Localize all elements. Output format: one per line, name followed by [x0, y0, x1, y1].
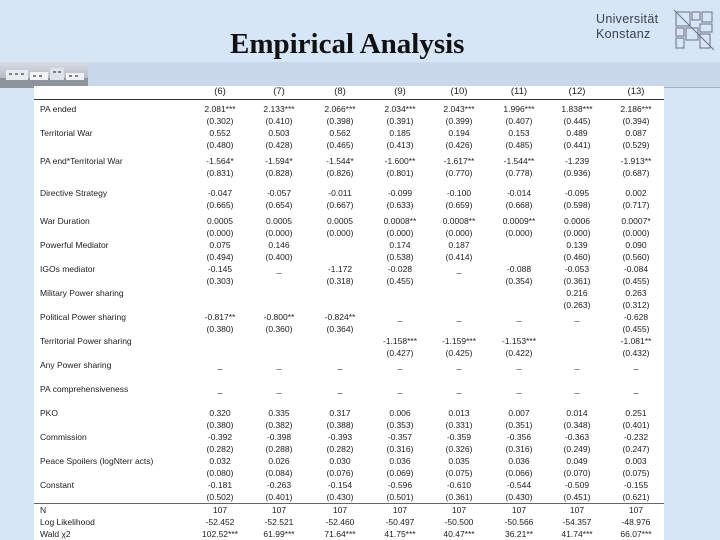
- table-cell: 107: [212, 505, 228, 515]
- table-cell: (0.075): [622, 468, 650, 478]
- table-cell: -0.263: [266, 480, 292, 490]
- table-cell: (0.414): [445, 252, 473, 262]
- table-cell: _: [276, 360, 282, 370]
- row-label: Directive Strategy: [40, 188, 108, 198]
- table-cell: (0.432): [622, 348, 650, 358]
- table-cell: 36.21**: [505, 529, 533, 539]
- table-cell: 0.317: [329, 408, 351, 418]
- table-cell: 0.026: [268, 456, 290, 466]
- table-cell: 0.153: [508, 128, 530, 138]
- table-cell: -0.057: [266, 188, 292, 198]
- table-cell: _: [574, 384, 580, 394]
- table-cell: (0.360): [265, 324, 293, 334]
- table-cell: 41.74***: [561, 529, 593, 539]
- row-label: Commission: [40, 432, 87, 442]
- header-banner: [0, 62, 720, 88]
- table-cell: (0.000): [563, 228, 591, 238]
- table-cell: (0.288): [265, 444, 293, 454]
- row-label: Territorial War: [40, 128, 93, 138]
- table-cell: (0.668): [505, 200, 533, 210]
- table-cell: -54.357: [562, 517, 592, 527]
- table-cell: 0.036: [508, 456, 530, 466]
- table-cell: (0.000): [386, 228, 414, 238]
- table-cell: (0.351): [505, 420, 533, 430]
- table-cell: (0.348): [563, 420, 591, 430]
- table-cell: -0.028: [387, 264, 413, 274]
- table-cell: _: [217, 384, 223, 394]
- table-cell: -0.359: [446, 432, 472, 442]
- table-cell: _: [276, 384, 282, 394]
- table-cell: 0.562: [329, 128, 351, 138]
- table-cell: (0.312): [622, 300, 650, 310]
- column-header: (10): [450, 86, 468, 97]
- table-cell: _: [456, 312, 462, 322]
- table-cell: -1.544*: [326, 156, 354, 166]
- regression-table-panel: [34, 86, 664, 540]
- column-header: (11): [510, 86, 528, 97]
- table-cell: -0.053: [564, 264, 590, 274]
- table-cell: 0.0005: [327, 216, 353, 226]
- table-cell: _: [456, 264, 462, 274]
- table-cell: 0.0007*: [621, 216, 651, 226]
- table-cell: 0.187: [448, 240, 470, 250]
- column-header: (6): [214, 86, 226, 97]
- table-cell: 107: [628, 505, 644, 515]
- table-cell: (0.388): [326, 420, 354, 430]
- table-cell: -50.497: [385, 517, 415, 527]
- table-cell: (0.480): [206, 140, 234, 150]
- table-cell: -0.047: [207, 188, 233, 198]
- table-cell: -1.594*: [265, 156, 293, 166]
- table-cell: 0.087: [625, 128, 647, 138]
- table-cell: 66.07***: [620, 529, 652, 539]
- table-cell: -0.181: [207, 480, 233, 490]
- table-cell: _: [456, 384, 462, 394]
- table-cell: (0.667): [326, 200, 354, 210]
- table-cell: -0.099: [387, 188, 413, 198]
- table-cell: (0.770): [445, 168, 473, 178]
- table-cell: 0.0006: [564, 216, 590, 226]
- table-cell: 102.52***: [202, 529, 238, 539]
- table-cell: (0.000): [622, 228, 650, 238]
- table-cell: 2.043***: [443, 104, 475, 114]
- table-cell: (0.282): [206, 444, 234, 454]
- column-header: (12): [568, 86, 586, 97]
- regression-table: [34, 86, 664, 540]
- table-cell: _: [337, 384, 343, 394]
- table-cell: 0.014: [566, 408, 588, 418]
- row-label: Military Power sharing: [40, 288, 124, 298]
- row-label: Any Power sharing: [40, 360, 112, 370]
- table-cell: -0.393: [327, 432, 353, 442]
- table-cell: (0.425): [445, 348, 473, 358]
- row-label: PKO: [40, 408, 58, 418]
- row-label: PA end*Territorial War: [40, 156, 123, 166]
- table-cell: 107: [332, 505, 348, 515]
- table-rule: [34, 99, 664, 100]
- table-cell: -0.544: [506, 480, 532, 490]
- table-cell: -0.596: [387, 480, 413, 490]
- table-cell: 2.081***: [204, 104, 236, 114]
- logo-line-1: Universität: [596, 12, 659, 26]
- table-cell: (0.778): [505, 168, 533, 178]
- table-cell: (0.282): [326, 444, 354, 454]
- table-cell: (0.263): [563, 300, 591, 310]
- table-cell: 2.066***: [324, 104, 356, 114]
- table-cell: 61.99***: [263, 529, 295, 539]
- table-cell: (0.316): [505, 444, 533, 454]
- table-cell: (0.598): [563, 200, 591, 210]
- row-label: Constant: [40, 480, 75, 490]
- logo-wordmark: [596, 12, 658, 42]
- table-cell: _: [516, 384, 522, 394]
- table-cell: (0.485): [505, 140, 533, 150]
- table-cell: -1.600**: [384, 156, 416, 166]
- table-cell: -0.155: [623, 480, 649, 490]
- table-cell: -52.521: [264, 517, 294, 527]
- table-cell: 0.0008**: [442, 216, 476, 226]
- table-cell: 0.489: [566, 128, 588, 138]
- table-cell: (0.621): [622, 492, 650, 502]
- campus-photo: [0, 62, 88, 88]
- table-cell: (0.354): [505, 276, 533, 286]
- table-cell: (0.353): [386, 420, 414, 430]
- table-cell: -1.158***: [382, 336, 418, 346]
- table-cell: (0.000): [445, 228, 473, 238]
- table-cell: _: [276, 264, 282, 274]
- table-cell: 0.090: [625, 240, 647, 250]
- table-cell: (0.455): [622, 276, 650, 286]
- table-cell: (0.247): [622, 444, 650, 454]
- column-header: (7): [273, 86, 285, 97]
- table-cell: (0.501): [386, 492, 414, 502]
- row-label: PA comprehensiveness: [40, 384, 129, 394]
- table-cell: 71.64***: [324, 529, 356, 539]
- table-cell: 0.216: [566, 288, 588, 298]
- table-cell: 0.0005: [207, 216, 233, 226]
- table-cell: 0.251: [625, 408, 647, 418]
- table-cell: (0.331): [445, 420, 473, 430]
- row-label: Peace Spoilers (logNterr acts): [40, 456, 154, 466]
- table-cell: -1.159***: [441, 336, 477, 346]
- table-cell: -1.153***: [501, 336, 537, 346]
- table-cell: 0.146: [268, 240, 290, 250]
- table-rule: [34, 503, 664, 504]
- table-cell: 107: [569, 505, 585, 515]
- table-cell: -50.500: [444, 517, 474, 527]
- table-cell: (0.451): [563, 492, 591, 502]
- table-cell: 0.075: [209, 240, 231, 250]
- table-cell: _: [516, 312, 522, 322]
- table-cell: -0.095: [564, 188, 590, 198]
- table-cell: -1.239: [564, 156, 590, 166]
- table-cell: (0.075): [445, 468, 473, 478]
- table-cell: (0.465): [326, 140, 354, 150]
- table-cell: _: [217, 360, 223, 370]
- table-cell: -0.145: [207, 264, 233, 274]
- table-cell: (0.398): [326, 116, 354, 126]
- table-cell: (0.407): [505, 116, 533, 126]
- table-cell: 0.002: [625, 188, 647, 198]
- table-cell: (0.318): [326, 276, 354, 286]
- table-cell: (0.399): [445, 116, 473, 126]
- table-cell: 0.006: [389, 408, 411, 418]
- table-cell: 0.0005: [266, 216, 292, 226]
- table-cell: (0.361): [445, 492, 473, 502]
- table-cell: 0.185: [389, 128, 411, 138]
- table-cell: (0.069): [386, 468, 414, 478]
- table-cell: (0.302): [206, 116, 234, 126]
- table-cell: -0.100: [446, 188, 472, 198]
- table-cell: -52.452: [205, 517, 235, 527]
- table-cell: (0.428): [265, 140, 293, 150]
- table-cell: (0.084): [265, 468, 293, 478]
- table-cell: (0.936): [563, 168, 591, 178]
- table-cell: _: [633, 360, 639, 370]
- column-header: (8): [334, 86, 346, 97]
- table-cell: 0.320: [209, 408, 231, 418]
- table-cell: (0.717): [622, 200, 650, 210]
- table-cell: (0.249): [563, 444, 591, 454]
- table-cell: 0.174: [389, 240, 411, 250]
- table-cell: -0.014: [506, 188, 532, 198]
- table-cell: _: [574, 360, 580, 370]
- table-cell: (0.361): [563, 276, 591, 286]
- logo-emblem: [672, 8, 716, 52]
- table-cell: -1.564*: [206, 156, 234, 166]
- table-cell: (0.430): [326, 492, 354, 502]
- table-cell: 2.034***: [384, 104, 416, 114]
- table-cell: (0.380): [206, 324, 234, 334]
- table-cell: (0.391): [386, 116, 414, 126]
- table-cell: -52.460: [325, 517, 355, 527]
- table-cell: _: [633, 384, 639, 394]
- table-cell: 40.47***: [443, 529, 475, 539]
- row-label: PA ended: [40, 104, 77, 114]
- table-cell: 2.186***: [620, 104, 652, 114]
- table-cell: (0.826): [326, 168, 354, 178]
- row-label: Powerful Mediator: [40, 240, 109, 250]
- table-cell: (0.659): [445, 200, 473, 210]
- table-cell: -0.817**: [204, 312, 236, 322]
- table-cell: -1.081**: [620, 336, 652, 346]
- table-cell: (0.529): [622, 140, 650, 150]
- table-cell: 0.552: [209, 128, 231, 138]
- table-cell: -0.800**: [263, 312, 295, 322]
- table-cell: 1.838***: [561, 104, 593, 114]
- table-cell: 0.007: [508, 408, 530, 418]
- table-cell: (0.801): [386, 168, 414, 178]
- table-cell: 1.996***: [503, 104, 535, 114]
- table-cell: 2.133***: [263, 104, 295, 114]
- table-cell: _: [397, 360, 403, 370]
- table-cell: -0.011: [328, 188, 352, 198]
- table-cell: -0.628: [623, 312, 649, 322]
- slide-title: Empirical Analysis: [230, 28, 465, 60]
- table-cell: (0.410): [265, 116, 293, 126]
- table-cell: -1.617**: [443, 156, 475, 166]
- table-cell: -0.088: [506, 264, 532, 274]
- table-cell: (0.665): [206, 200, 234, 210]
- table-cell: (0.394): [622, 116, 650, 126]
- table-cell: -0.154: [327, 480, 353, 490]
- table-cell: _: [397, 384, 403, 394]
- table-cell: _: [456, 360, 462, 370]
- table-cell: _: [574, 312, 580, 322]
- table-cell: (0.401): [265, 492, 293, 502]
- row-label: Territorial Power sharing: [40, 336, 132, 346]
- table-cell: (0.828): [265, 168, 293, 178]
- table-cell: (0.303): [206, 276, 234, 286]
- table-cell: 0.0008**: [383, 216, 417, 226]
- table-cell: -0.509: [564, 480, 590, 490]
- table-cell: 0.013: [448, 408, 470, 418]
- table-cell: (0.000): [326, 228, 354, 238]
- row-label: Wald χ2: [40, 529, 71, 539]
- row-label: Log Likelihood: [40, 517, 95, 527]
- table-cell: 0.030: [329, 456, 351, 466]
- table-cell: -0.357: [387, 432, 413, 442]
- table-cell: (0.326): [445, 444, 473, 454]
- table-cell: (0.316): [386, 444, 414, 454]
- table-cell: 0.032: [209, 456, 231, 466]
- table-cell: (0.538): [386, 252, 414, 262]
- table-cell: (0.455): [386, 276, 414, 286]
- table-cell: (0.364): [326, 324, 354, 334]
- table-cell: -0.356: [506, 432, 532, 442]
- row-label: Political Power sharing: [40, 312, 126, 322]
- table-cell: (0.455): [622, 324, 650, 334]
- table-cell: (0.401): [622, 420, 650, 430]
- table-cell: -1.172: [327, 264, 353, 274]
- table-cell: (0.494): [206, 252, 234, 262]
- table-cell: (0.502): [206, 492, 234, 502]
- table-cell: -1.544**: [503, 156, 535, 166]
- row-label: IGOs mediator: [40, 264, 96, 274]
- table-cell: (0.460): [563, 252, 591, 262]
- table-cell: (0.070): [563, 468, 591, 478]
- table-cell: 0.194: [448, 128, 470, 138]
- table-cell: 107: [271, 505, 287, 515]
- row-label: N: [40, 505, 47, 515]
- table-cell: 0.049: [566, 456, 588, 466]
- table-cell: (0.080): [206, 468, 234, 478]
- table-cell: -0.398: [266, 432, 292, 442]
- table-cell: (0.654): [265, 200, 293, 210]
- table-cell: 0.139: [566, 240, 588, 250]
- table-cell: (0.066): [505, 468, 533, 478]
- table-cell: -48.976: [621, 517, 651, 527]
- column-header: (13): [627, 86, 645, 97]
- table-cell: 0.0009**: [502, 216, 536, 226]
- logo-line-2: Konstanz: [596, 27, 651, 41]
- table-cell: 0.263: [625, 288, 647, 298]
- table-cell: -0.232: [623, 432, 649, 442]
- table-cell: (0.400): [265, 252, 293, 262]
- table-cell: 0.503: [268, 128, 290, 138]
- table-cell: -1.913**: [620, 156, 652, 166]
- table-cell: 0.335: [268, 408, 290, 418]
- table-cell: (0.633): [386, 200, 414, 210]
- table-cell: -0.392: [207, 432, 233, 442]
- table-cell: -0.610: [446, 480, 472, 490]
- table-cell: -0.363: [564, 432, 590, 442]
- table-cell: 0.003: [625, 456, 647, 466]
- table-cell: (0.000): [206, 228, 234, 238]
- table-cell: (0.382): [265, 420, 293, 430]
- table-cell: -0.084: [623, 264, 649, 274]
- table-cell: (0.430): [505, 492, 533, 502]
- table-cell: (0.427): [386, 348, 414, 358]
- column-header: (9): [394, 86, 406, 97]
- table-cell: 107: [451, 505, 467, 515]
- table-cell: 41.75***: [384, 529, 416, 539]
- table-cell: -50.566: [504, 517, 534, 527]
- table-cell: (0.000): [505, 228, 533, 238]
- table-cell: (0.000): [265, 228, 293, 238]
- table-cell: _: [337, 360, 343, 370]
- table-cell: (0.445): [563, 116, 591, 126]
- table-cell: -0.824**: [324, 312, 356, 322]
- table-cell: (0.560): [622, 252, 650, 262]
- table-cell: (0.441): [563, 140, 591, 150]
- table-cell: (0.380): [206, 420, 234, 430]
- table-cell: (0.076): [326, 468, 354, 478]
- table-cell: 0.035: [448, 456, 470, 466]
- banner-strip: [88, 62, 720, 88]
- table-cell: (0.413): [386, 140, 414, 150]
- table-cell: 0.036: [389, 456, 411, 466]
- table-cell: _: [516, 360, 522, 370]
- table-cell: 107: [392, 505, 408, 515]
- row-label: War Duration: [40, 216, 90, 226]
- table-cell: _: [397, 312, 403, 322]
- table-cell: (0.831): [206, 168, 234, 178]
- table-cell: (0.426): [445, 140, 473, 150]
- table-cell: (0.422): [505, 348, 533, 358]
- table-cell: (0.687): [622, 168, 650, 178]
- table-cell: 107: [511, 505, 527, 515]
- university-logo: [596, 8, 716, 52]
